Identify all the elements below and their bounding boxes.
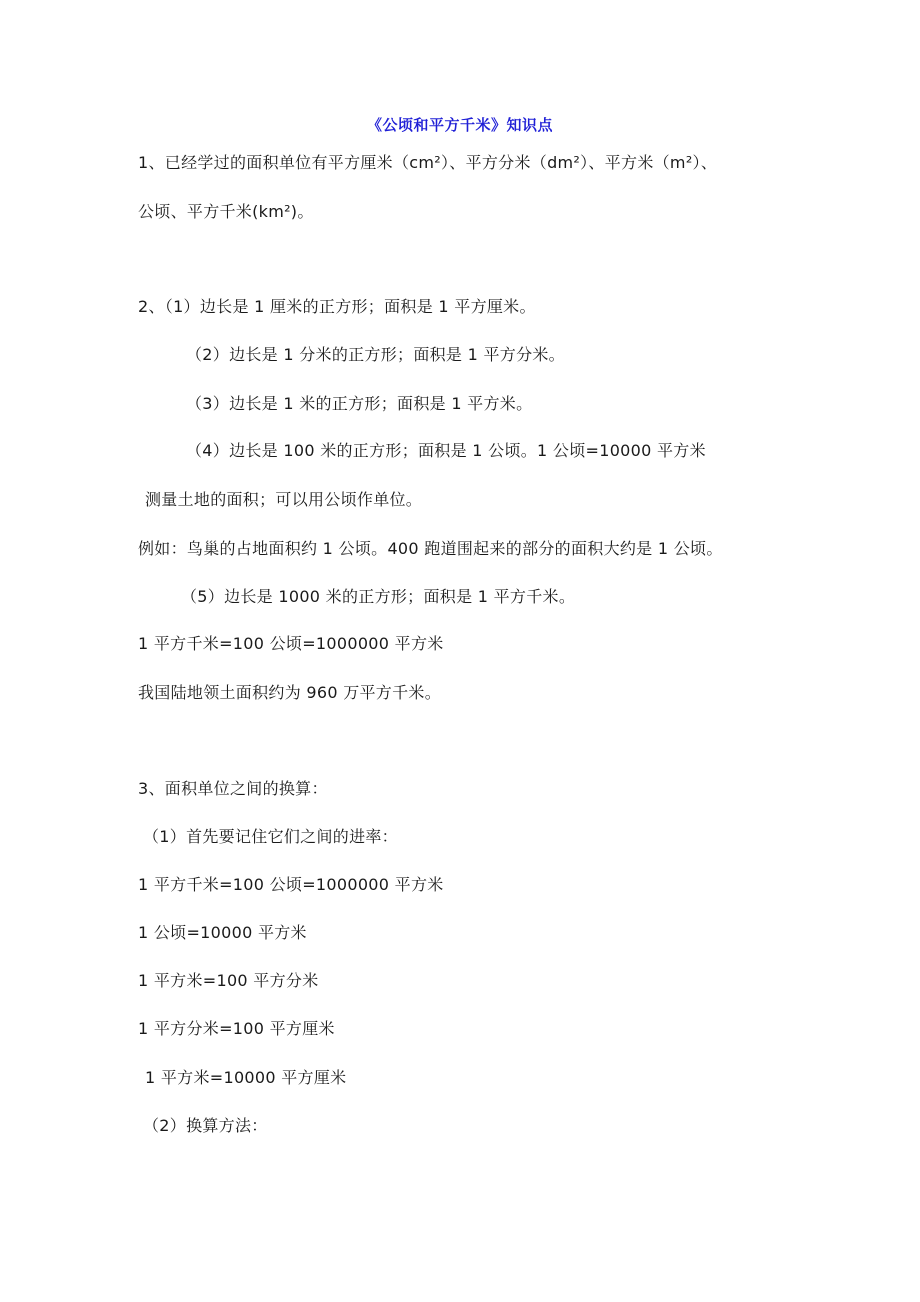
- text-line-rate-dm-cm: 1 平方分米=100 平方厘米: [138, 1019, 335, 1038]
- text-line-land-measure: 测量土地的面积；可以用公顷作单位。: [145, 490, 423, 509]
- text-line-territory: 我国陆地领土面积约为 960 万平方千米。: [138, 683, 442, 702]
- text-line-units-2: 公顷、平方千米(km²)。: [138, 202, 314, 221]
- text-line-rates-intro: （1）首先要记住它们之间的进率：: [143, 827, 398, 846]
- text-line-method: （2）换算方法：: [143, 1116, 268, 1135]
- text-line-example: 例如：鸟巢的占地面积约 1 公顷。400 跑道围起来的部分的面积大约是 1 公顷。: [138, 539, 723, 558]
- text-line-item-5: （5）边长是 1000 米的正方形；面积是 1 平方千米。: [181, 587, 576, 606]
- text-line-rate-hectare: 1 公顷=10000 平方米: [138, 923, 307, 942]
- text-line-rate-km: 1 平方千米=100 公顷=1000000 平方米: [138, 875, 444, 894]
- text-line-rate-m-dm: 1 平方米=100 平方分米: [138, 971, 319, 990]
- text-line-section-3: 3、面积单位之间的换算：: [138, 779, 328, 798]
- text-line-units-1: 1、已经学过的面积单位有平方厘米（cm²）、平方分米（dm²）、平方米（m²）、: [138, 153, 718, 172]
- text-line-item-4: （4）边长是 100 米的正方形；面积是 1 公顷。1 公顷=10000 平方米: [186, 441, 706, 460]
- text-line-item-3: （3）边长是 1 米的正方形；面积是 1 平方米。: [186, 394, 533, 413]
- text-line-rate-m-cm: 1 平方米=10000 平方厘米: [145, 1068, 347, 1087]
- text-line-item-2: （2）边长是 1 分米的正方形；面积是 1 平方分米。: [186, 345, 565, 364]
- document-title: 《公顷和平方千米》知识点: [366, 116, 553, 134]
- text-line-item-1: 2、（1）边长是 1 厘米的正方形；面积是 1 平方厘米。: [138, 297, 536, 316]
- text-line-conversion-km: 1 平方千米=100 公顷=1000000 平方米: [138, 634, 444, 653]
